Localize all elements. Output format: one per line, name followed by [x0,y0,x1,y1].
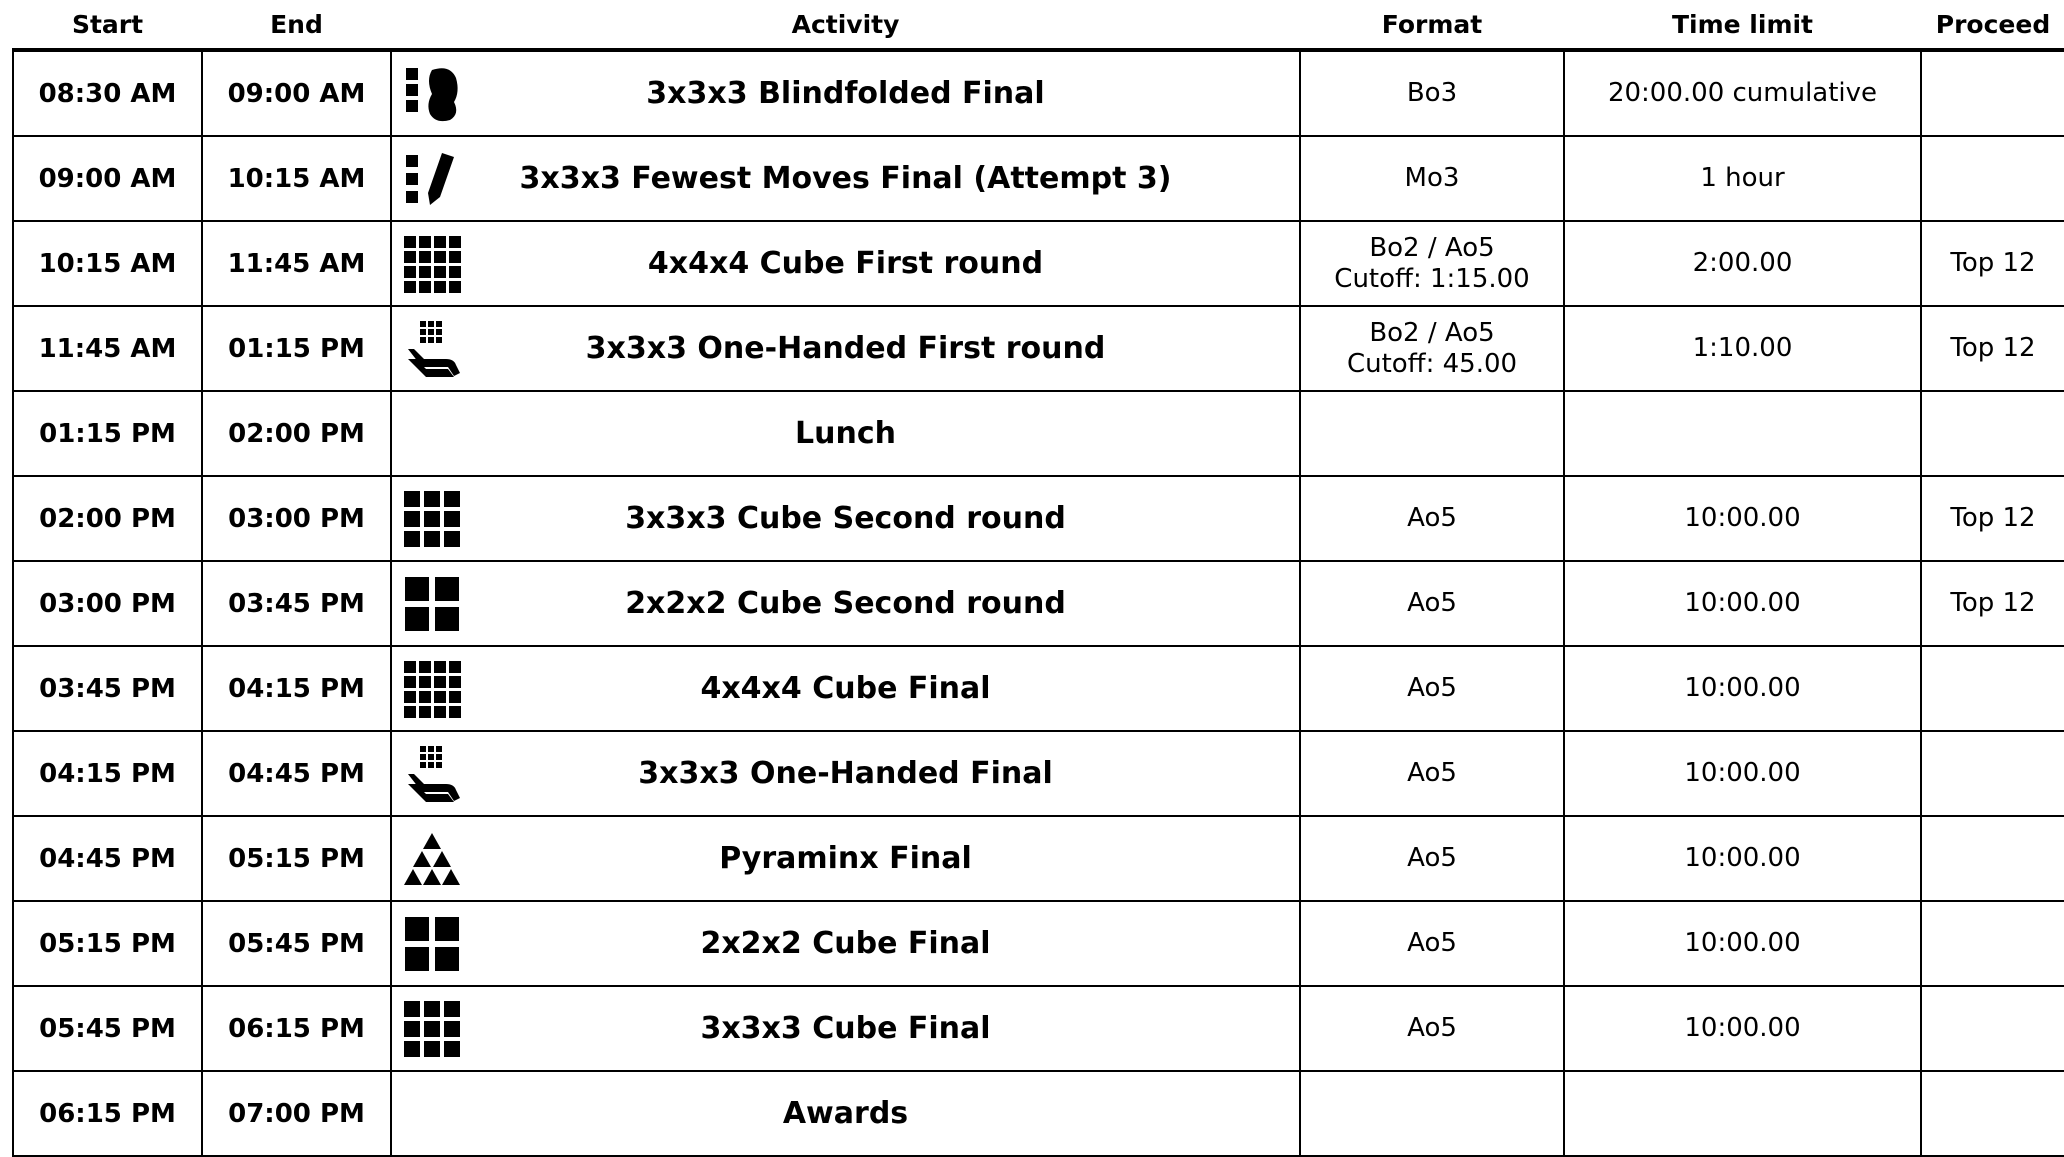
end-time: 04:45 PM [202,731,391,816]
table-row [13,306,2064,391]
header-start: Start [13,0,202,50]
table-row [13,391,2064,476]
activity-name: Awards [782,1096,909,1131]
activity-cell [391,476,1300,561]
format-value: Bo2 / Ao5 [1369,232,1495,263]
proceed-cell [1921,731,2064,816]
activity-name: 3x3x3 Fewest Moves Final (Attempt 3) [519,161,1172,196]
format-cell [1300,306,1564,391]
table-row [13,816,2064,901]
format-cell [1300,221,1564,306]
3x3-cube-icon [402,999,462,1059]
format-cell [1300,901,1564,986]
header-proceed: Proceed [1921,0,2064,50]
time-limit-cell: 10:00.00 [1564,986,1921,1071]
activity-name: 3x3x3 Blindfolded Final [646,76,1045,111]
end-time: 04:15 PM [202,646,391,731]
activity-cell [391,50,1300,136]
start-time: 03:00 PM [13,561,202,646]
end-time: 10:15 AM [202,136,391,221]
activity-cell [391,901,1300,986]
activity-name: 2x2x2 Cube Second round [625,586,1066,621]
format-value: Ao5 [1407,673,1457,703]
activity-cell [391,561,1300,646]
activity-cell [391,306,1300,391]
blindfolded-icon [402,64,462,124]
fewest-moves-icon [402,149,462,209]
end-time: 02:00 PM [202,391,391,476]
3x3-cube-icon [402,489,462,549]
time-limit-cell: 10:00.00 [1564,561,1921,646]
proceed-cell [1921,646,2064,731]
table-row [13,50,2064,136]
proceed-cell [1921,1071,2064,1156]
end-time: 09:00 AM [202,50,391,136]
table-row [13,986,2064,1071]
activity-name: 4x4x4 Cube Final [700,671,991,706]
header-activity: Activity [391,0,1300,50]
end-time: 07:00 PM [202,1071,391,1156]
start-time: 08:30 AM [13,50,202,136]
time-limit-cell: 20:00.00 cumulative [1564,50,1921,136]
activity-cell [391,646,1300,731]
4x4-cube-icon [402,659,462,719]
proceed-cell: Top 12 [1921,306,2064,391]
header-time-limit: Time limit [1564,0,1921,50]
activity-cell [391,221,1300,306]
table-row [13,901,2064,986]
header-format: Format [1300,0,1564,50]
proceed-cell: Top 12 [1921,561,2064,646]
proceed-cell [1921,986,2064,1071]
format-value: Ao5 [1407,588,1457,618]
format-value: Ao5 [1407,843,1457,873]
activity-cell [391,816,1300,901]
table-row [13,221,2064,306]
format-cell [1300,50,1564,136]
2x2-cube-icon [402,574,462,634]
start-time: 01:15 PM [13,391,202,476]
one-handed-icon [402,744,462,804]
start-time: 09:00 AM [13,136,202,221]
table-row [13,476,2064,561]
time-limit-cell: 10:00.00 [1564,646,1921,731]
time-limit-cell: 10:00.00 [1564,476,1921,561]
start-time: 05:45 PM [13,986,202,1071]
proceed-cell [1921,901,2064,986]
time-limit-cell: 1 hour [1564,136,1921,221]
cutoff-value: Cutoff: 45.00 [1346,348,1518,379]
activity-cell [391,1071,1300,1156]
header-end: End [202,0,391,50]
format-cell [1300,136,1564,221]
format-value: Mo3 [1404,163,1460,193]
format-cell [1300,391,1564,476]
schedule-header [13,0,2064,50]
end-time: 01:15 PM [202,306,391,391]
format-value: Ao5 [1407,1013,1457,1043]
format-cell [1300,1071,1564,1156]
time-limit-cell: 10:00.00 [1564,816,1921,901]
proceed-cell [1921,816,2064,901]
start-time: 04:15 PM [13,731,202,816]
table-row [13,1071,2064,1156]
proceed-cell [1921,50,2064,136]
proceed-cell [1921,136,2064,221]
activity-name: 3x3x3 One-Handed Final [638,756,1053,791]
activity-name: 3x3x3 One-Handed First round [585,331,1106,366]
start-time: 06:15 PM [13,1071,202,1156]
start-time: 02:00 PM [13,476,202,561]
proceed-cell: Top 12 [1921,476,2064,561]
proceed-cell [1921,391,2064,476]
format-cell [1300,731,1564,816]
one-handed-icon [402,319,462,379]
activity-name: 3x3x3 Cube Second round [625,501,1066,536]
start-time: 11:45 AM [13,306,202,391]
table-row [13,646,2064,731]
schedule-body [13,50,2064,1156]
format-cell [1300,561,1564,646]
format-value: Ao5 [1407,758,1457,788]
format-cell [1300,816,1564,901]
header-row [13,0,2064,50]
time-limit-cell: 10:00.00 [1564,731,1921,816]
end-time: 03:45 PM [202,561,391,646]
end-time: 06:15 PM [202,986,391,1071]
activity-name: Pyraminx Final [719,841,972,876]
format-cell [1300,476,1564,561]
4x4-cube-icon [402,234,462,294]
time-limit-cell: 10:00.00 [1564,901,1921,986]
table-row [13,561,2064,646]
format-value: Bo3 [1406,78,1458,108]
activity-name: 4x4x4 Cube First round [647,246,1044,281]
activity-name: Lunch [795,416,896,451]
end-time: 05:15 PM [202,816,391,901]
format-value: Bo2 / Ao5 [1369,317,1495,348]
format-value: Ao5 [1407,928,1457,958]
time-limit-cell: 2:00.00 [1564,221,1921,306]
format-value: Ao5 [1407,503,1457,533]
activity-name: 2x2x2 Cube Final [700,926,991,961]
activity-name: 3x3x3 Cube Final [700,1011,991,1046]
time-limit-cell [1564,391,1921,476]
pyraminx-icon [402,829,462,889]
time-limit-cell: 1:10.00 [1564,306,1921,391]
start-time: 04:45 PM [13,816,202,901]
cutoff-value: Cutoff: 1:15.00 [1334,263,1530,294]
end-time: 03:00 PM [202,476,391,561]
proceed-cell: Top 12 [1921,221,2064,306]
format-cell [1300,646,1564,731]
schedule-table [12,0,2064,1157]
table-row [13,731,2064,816]
activity-cell [391,391,1300,476]
activity-cell [391,731,1300,816]
start-time: 03:45 PM [13,646,202,731]
start-time: 05:15 PM [13,901,202,986]
2x2-cube-icon [402,914,462,974]
end-time: 05:45 PM [202,901,391,986]
end-time: 11:45 AM [202,221,391,306]
format-cell [1300,986,1564,1071]
start-time: 10:15 AM [13,221,202,306]
activity-cell [391,136,1300,221]
activity-cell [391,986,1300,1071]
table-row [13,136,2064,221]
time-limit-cell [1564,1071,1921,1156]
